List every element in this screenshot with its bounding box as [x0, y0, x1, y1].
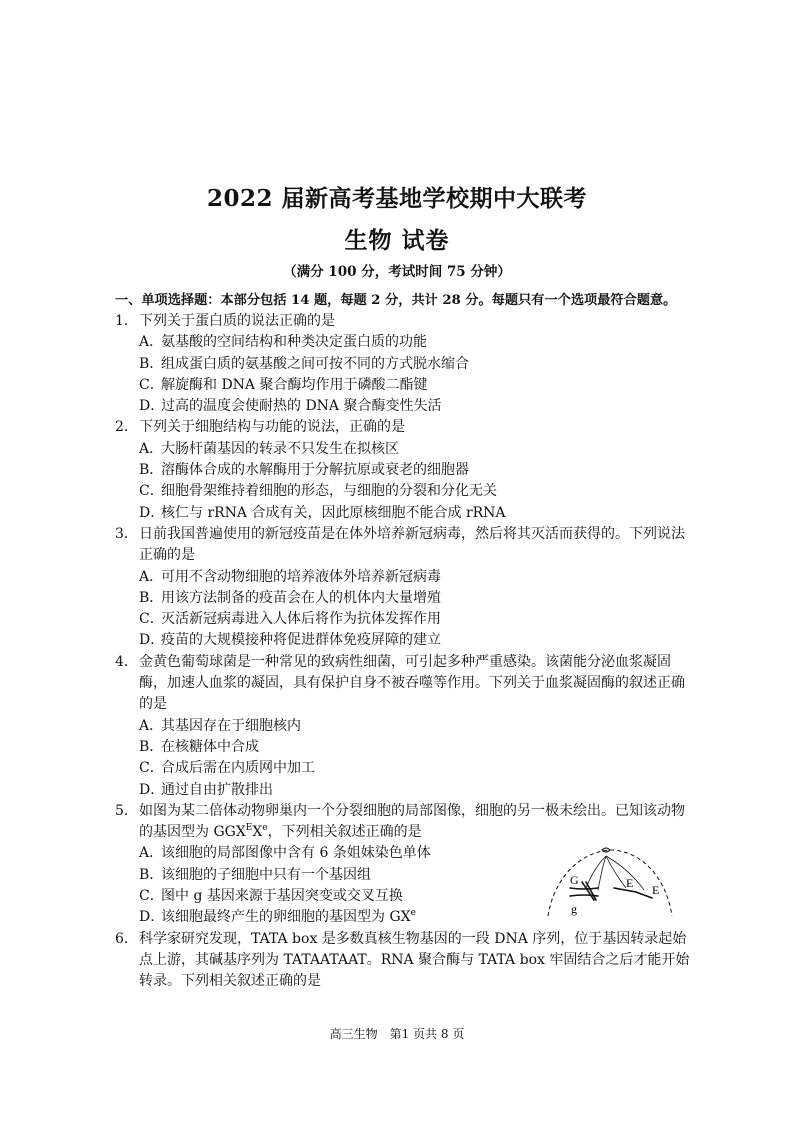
option-b: B．该细胞的子细胞中只有一个基因组 [139, 866, 371, 883]
option-d: D．过高的温度会使耐热的 DNA 聚合酶变性失活 [139, 398, 442, 415]
option-c: C．灭活新冠病毒进入人体后将作为抗体发挥作用 [139, 611, 441, 628]
option-d: D．该细胞最终产生的卵细胞的基因型为 $GX^e$ [139, 908, 416, 926]
question-3 [115, 524, 690, 652]
option-d: D．通过自由扩散排出 [139, 781, 273, 798]
question-number: 2． [115, 419, 138, 436]
question-number: 6． [115, 930, 138, 947]
gene-label-G: G [570, 873, 579, 887]
exam-note: （满分 100 分，考试时间 75 分钟） [283, 264, 511, 280]
question-number: 5． [115, 802, 138, 819]
question-stem: 日前我国普遍使用的新冠疫苗是在体外培养新冠病毒，然后将其灭活而获得的。下列说法正确的是 [139, 525, 685, 564]
exam-subject: 生物 试卷 [344, 227, 450, 254]
question-1 [115, 311, 690, 417]
question-number: 1． [115, 313, 138, 329]
option-b: B．组成蛋白质的氨基酸之间可按不同的方式脱水缩合 [139, 355, 469, 372]
option-a: A．其基因存在于细胞核内 [139, 717, 301, 734]
option-d: D．疫苗的大规模接种将促进群体免疫屏障的建立 [139, 632, 441, 649]
page-footer: 高三生物 第1 页共 8 页 [329, 1027, 465, 1041]
question-4 [115, 652, 690, 801]
cell-division-figure [540, 838, 680, 918]
question-stem: 下列关于蛋白质的说法正确的是 [139, 313, 335, 329]
exam-title: 2022 届新高考基地学校期中大联考 [206, 185, 588, 212]
option-a: A．氨基酸的空间结构和种类决定蛋白质的功能 [139, 334, 427, 351]
spindle-fibers [586, 856, 644, 890]
option-a: A．可用不含动物细胞的培养液体外培养新冠病毒 [139, 568, 441, 585]
option-a: A．该细胞的局部图像中含有 6 条姐妹染色单体 [139, 845, 431, 862]
option-b: B．用该方法制备的疫苗会在人的机体内大量增殖 [139, 589, 441, 606]
option-c: C．图中 g 基因来源于基因突变或交叉互换 [139, 888, 403, 905]
gene-label-E1: E [626, 876, 634, 890]
question-stem: 金黄色葡萄球菌是一种常见的致病性细菌，可引起多种严重感染。该菌能分泌血浆凝固酶，加速人血浆的凝固，具有保护自身不被吞噬等作用。下列关于血浆凝固酶的叙述正确的是 [139, 653, 685, 713]
gene-label-g: g [571, 902, 577, 916]
gene-label-E2: E [652, 883, 660, 897]
option-b: B．溶酶体合成的水解酶用于分解抗原或衰老的细胞器 [139, 462, 469, 479]
option-a: A．大肠杆菌基因的转录不只发生在拟核区 [139, 440, 399, 457]
question-6 [115, 929, 690, 993]
question-2 [115, 417, 690, 523]
question-number: 4． [115, 653, 138, 670]
option-c: C．细胞骨架维持着细胞的形态，与细胞的分裂和分化无关 [139, 483, 497, 500]
section-heading: 一、单项选择题：本部分包括 14 题，每题 2 分，共计 28 分。每题只有一个选项最符合题意。 [115, 293, 677, 308]
question-stem: 下列关于细胞结构与功能的说法，正确的是 [139, 419, 405, 436]
question-stem: 科学家研究发现，TATA box 是多数真核生物基因的一段 DNA 序列，位于基因转录起始点上游，其碱基序列为 TATAATAAT。RNA 聚合酶与 TATA box 牢固结合之后才能开始转录。下列相关叙述正确的是 [139, 930, 690, 990]
option-c: C．合成后需在内质网中加工 [139, 760, 315, 777]
option-d: D．核仁与 rRNA 合成有关，因此原核细胞不能合成 rRNA [139, 504, 506, 521]
question-number: 3． [115, 525, 138, 542]
question-stem: 如图为某二倍体动物卵巢内一个分裂细胞的局部图像，细胞的另一极未绘出。已知该动物的基因型为 $GGX^EXe$，下列相关叙述正确的是 [139, 802, 685, 841]
option-b: B．在核糖体中合成 [139, 738, 259, 755]
option-c: C．解旋酶和 DNA 聚合酶均作用于磷酸二酯键 [139, 376, 428, 393]
